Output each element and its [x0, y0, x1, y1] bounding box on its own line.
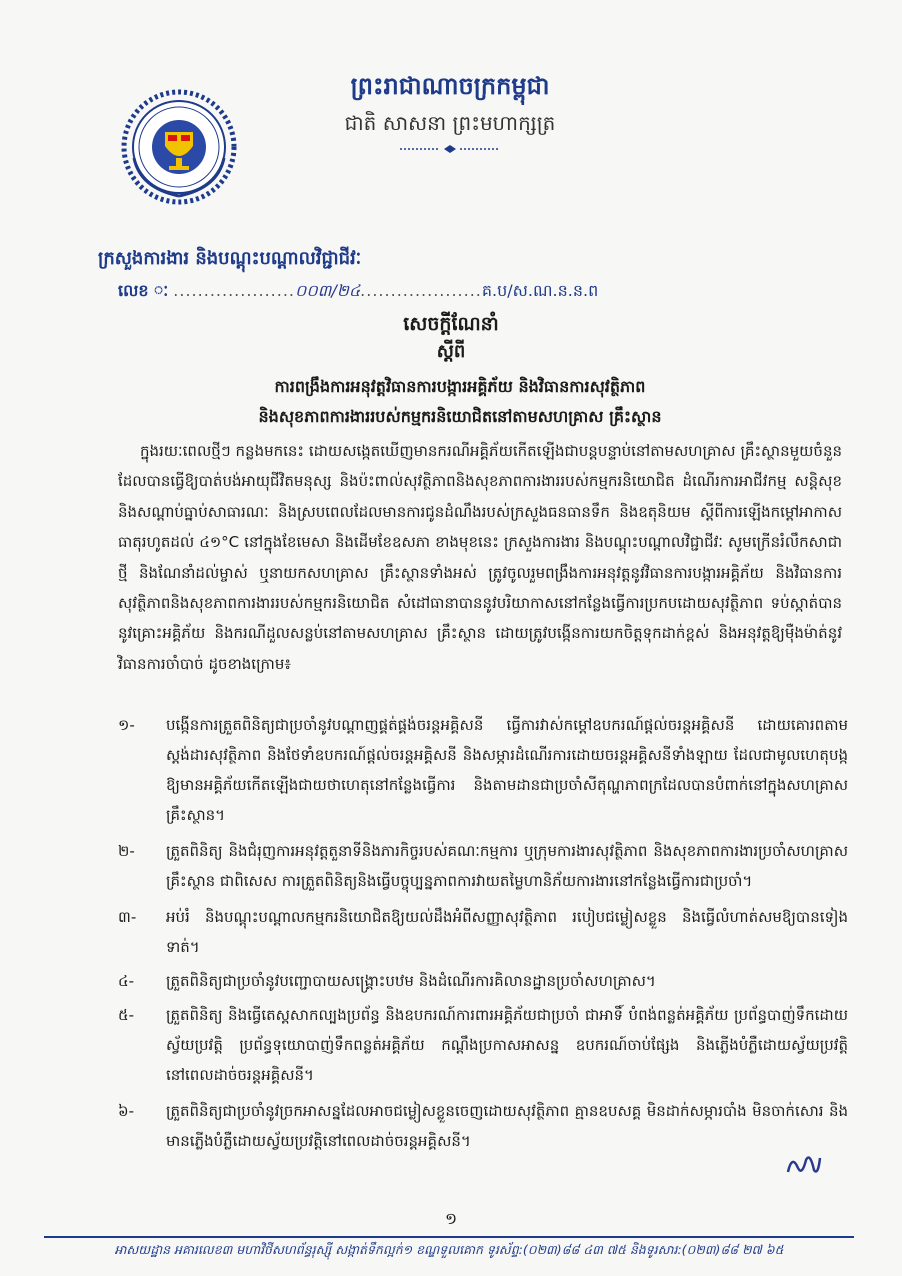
- item-text: ត្រួតពិនិត្យជាប្រចាំនូវបញ្ជោបាយសង្គ្រោះបឋម និងដំណើរការគិលានដ្ឋានប្រចាំសហគ្រាស។: [166, 972, 656, 990]
- subject-line-1: ការពង្រឹងការអនុវត្តវិធានការបង្ការអគ្គិភ័យ និងវិធានការសុវត្ថិភាព: [274, 377, 646, 396]
- item-number: ១-: [118, 716, 135, 734]
- ministry-seal-icon: [120, 88, 238, 206]
- footer-address: អាសយដ្ឋាន អគារលេខ៣ មហាវិថីសហព័ន្ធរុស្ស៊ី សង្កាត់ទឹកល្អក់១ ខណ្ឌទួលគោក ទូរស័ព្ទ:(០២៣)៨៨ ៤៣ ៧៥ និងទូរសារ:(០២៣)៨៨ ២៧ ៦៥: [114, 1242, 784, 1257]
- list-item: [118, 710, 848, 830]
- subject-line-2: និងសុខភាពការងាររបស់កម្មករនិយោជិតនៅតាមសហគ្រាស គ្រឹះស្ថាន: [258, 407, 662, 426]
- page-number: ១: [444, 1209, 458, 1228]
- document-subject: [80, 372, 840, 432]
- kingdom-header: [300, 70, 600, 157]
- instruction-list: [118, 710, 848, 1156]
- ornament-divider-icon: [400, 145, 500, 153]
- reference-value: ០០៣/២៤: [295, 281, 361, 300]
- list-item: [118, 836, 848, 896]
- reference-dots-2: ....................: [360, 281, 482, 300]
- item-text: ត្រួតពិនិត្យ និងធ្វើតេស្តសាកល្បងប្រព័ន្ធ និងឧបករណ៍ការពារអគ្គិភ័យជាប្រចាំ ជាអាទិ៍ បំពង់ពន្លត់អគ្គិភ័យ ប្រព័ន្ធបាញ់ទឹកដោយស្វ័យប្រវត្តិ ប្រព័ន្ធទុយោបាញ់ទឹកពន្លត់អគ្គិភ័យ កណ្តឹងប្រកាសអាសន្ន ឧបករណ៍ចាប់ផ្សែង និងភ្លើងបំភ្លឺដោយស្វ័យប្រវត្តិនៅពេលដាច់ចរន្តអគ្គិសនី។: [166, 1006, 848, 1084]
- item-text: ត្រួតពិនិត្យជាប្រចាំនូវច្រកអាសន្នដែលអាចជម្លៀសខ្លួនចេញដោយសុវត្ថិភាព គ្មានឧបសគ្គ មិនដាក់សម្ភារបាំង មិនចាក់សោរ និងមានភ្លើងបំភ្លឺដោយស្វ័យប្រវត្តិនៅពេលដាច់ចរន្តអគ្គិសនី។: [166, 1102, 848, 1150]
- document-title: សេចក្តីណែនាំ: [403, 313, 499, 335]
- list-item: [118, 1096, 848, 1156]
- item-number: ៣-: [118, 908, 137, 926]
- ministry-name: ក្រសួងការងារ និងបណ្តុះបណ្តាលវិជ្ជាជីវៈ: [98, 248, 362, 269]
- reference-label: លេខ ៈ: [118, 281, 169, 300]
- ministry-logo: [120, 88, 238, 206]
- reference-dots: ....................: [173, 281, 296, 300]
- list-item: [118, 1000, 848, 1090]
- item-text: ត្រួតពិនិត្យ និងជំរុញការអនុវត្តតួនាទីនិងភារកិច្ចរបស់គណៈកម្មការ ឬក្រុមការងារសុវត្ថិភាព និងសុខភាពការងារប្រចាំសហគ្រាស គ្រឹះស្ថាន ជាពិសេស ការត្រួតពិនិត្យនិងធ្វើបច្ចុប្បន្នភាពការវាយតម្លៃហានិភ័យការងារនៅកន្លែងធ្វើការជាប្រចាំ។: [166, 842, 848, 890]
- intro-paragraph: ក្នុងរយៈពេលថ្មីៗ កន្លងមកនេះ ដោយសង្កេតឃើញមានករណីអគ្គិភ័យកើតឡើងជាបន្តបន្ទាប់នៅតាមសហគ្រាស គ្រឹះស្ថានមួយចំនួន ដែលបានធ្វើឱ្យបាត់បង់អាយុជីវិតមនុស្ស និងប៉ះពាល់សុវត្ថិភាពនិងសុខភាពការងាររបស់កម្មករនិយោជិត ដំណើរការអាជីវកម្ម សន្តិសុខ និងសណ្តាប់ធ្នាប់សាធារណៈ និងស្របពេលដែលមានការជូនដំណឹងរបស់ក្រសួងធនធានទឹក និងឧតុនិយម ស្តីពីការឡើងកម្តៅអាកាសធាតុរហូតដល់ ៤១°C នៅក្នុងខែមេសា និងដើមខែឧសភា ខាងមុខនេះ ក្រសួងការងារ និងបណ្តុះបណ្តាលវិជ្ជាជីវៈ សូមក្រើនរំលឹកសាជាថ្មី និងណែនាំដល់ម្ចាស់ ឬនាយកសហគ្រាស គ្រឹះស្ថានទាំងអស់ ត្រូវចូលរួមពង្រឹងការអនុវត្តនូវវិធានការបង្ការអគ្គិភ័យ និងវិធានការសុវត្ថិភាពនិងសុខភាពការងាររបស់កម្មករនិយោជិត សំដៅធានាបាននូវបរិយាកាសនៅកន្លែងធ្វើការប្រកបដោយសុវត្ថិភាព ទប់ស្កាត់បាននូវគ្រោះអគ្គិភ័យ និងករណីដួលសន្លប់នៅតាមសហគ្រាស គ្រឹះស្ថាន ដោយត្រូវបង្កើនការយកចិត្តទុកដាក់ខ្ពស់ និងអនុវត្តឱ្យម៉ឺងម៉ាត់នូវវិធានការចាំបាច់ ដូចខាងក្រោម៖: [118, 442, 842, 673]
- national-motto: ជាតិ សាសនា ព្រះមហាក្សត្រ: [344, 111, 556, 135]
- document-about: ស្តីពី: [436, 341, 466, 362]
- item-number: ៥-: [118, 1006, 135, 1024]
- footer-divider: [44, 1236, 854, 1238]
- item-text: អប់រំ និងបណ្តុះបណ្តាលកម្មករនិយោជិតឱ្យយល់ដឹងអំពីសញ្ញាសុវត្ថិភាព របៀបជម្លៀសខ្លួន និងធ្វើលំហាត់សមឱ្យបានទៀងទាត់។: [166, 908, 848, 956]
- item-number: ៤-: [118, 972, 135, 990]
- reference-number: [118, 280, 598, 304]
- kingdom-title: ព្រះរាជាណាចក្រកម្ពុជា: [350, 72, 550, 100]
- reference-suffix: គ.ប/ស.ណ.ន.ន.ព: [481, 281, 599, 300]
- list-item: [118, 966, 848, 996]
- item-text: បង្កើនការត្រួតពិនិត្យជាប្រចាំនូវបណ្តាញផ្គត់ផ្គង់ចរន្តអគ្គិសនី ធ្វើការវាស់កម្តៅឧបករណ៍ផ្តល់ចរន្តអគ្គិសនី ដោយគោរពតាមស្តង់ដារសុវត្ថិភាព និងថែទាំឧបករណ៍ផ្តល់ចរន្តអគ្គិសនី និងសម្ភារដំណើរការដោយចរន្តអគ្គិសនីទាំងឡាយ ដែលជាមូលហេតុបង្កឱ្យមានអគ្គិភ័យកើតឡើងជាយថាហេតុនៅកន្លែងធ្វើការ និងតាមដានជាប្រចាំសីតុណ្ហភាពក្រដែលបានបំពាក់នៅក្នុងសហគ្រាស គ្រឹះស្ថាន។: [166, 716, 848, 824]
- list-item: [118, 902, 848, 962]
- item-number: ២-: [118, 842, 135, 860]
- item-number: ៦-: [118, 1102, 135, 1120]
- handwritten-initial-icon: [784, 1148, 824, 1180]
